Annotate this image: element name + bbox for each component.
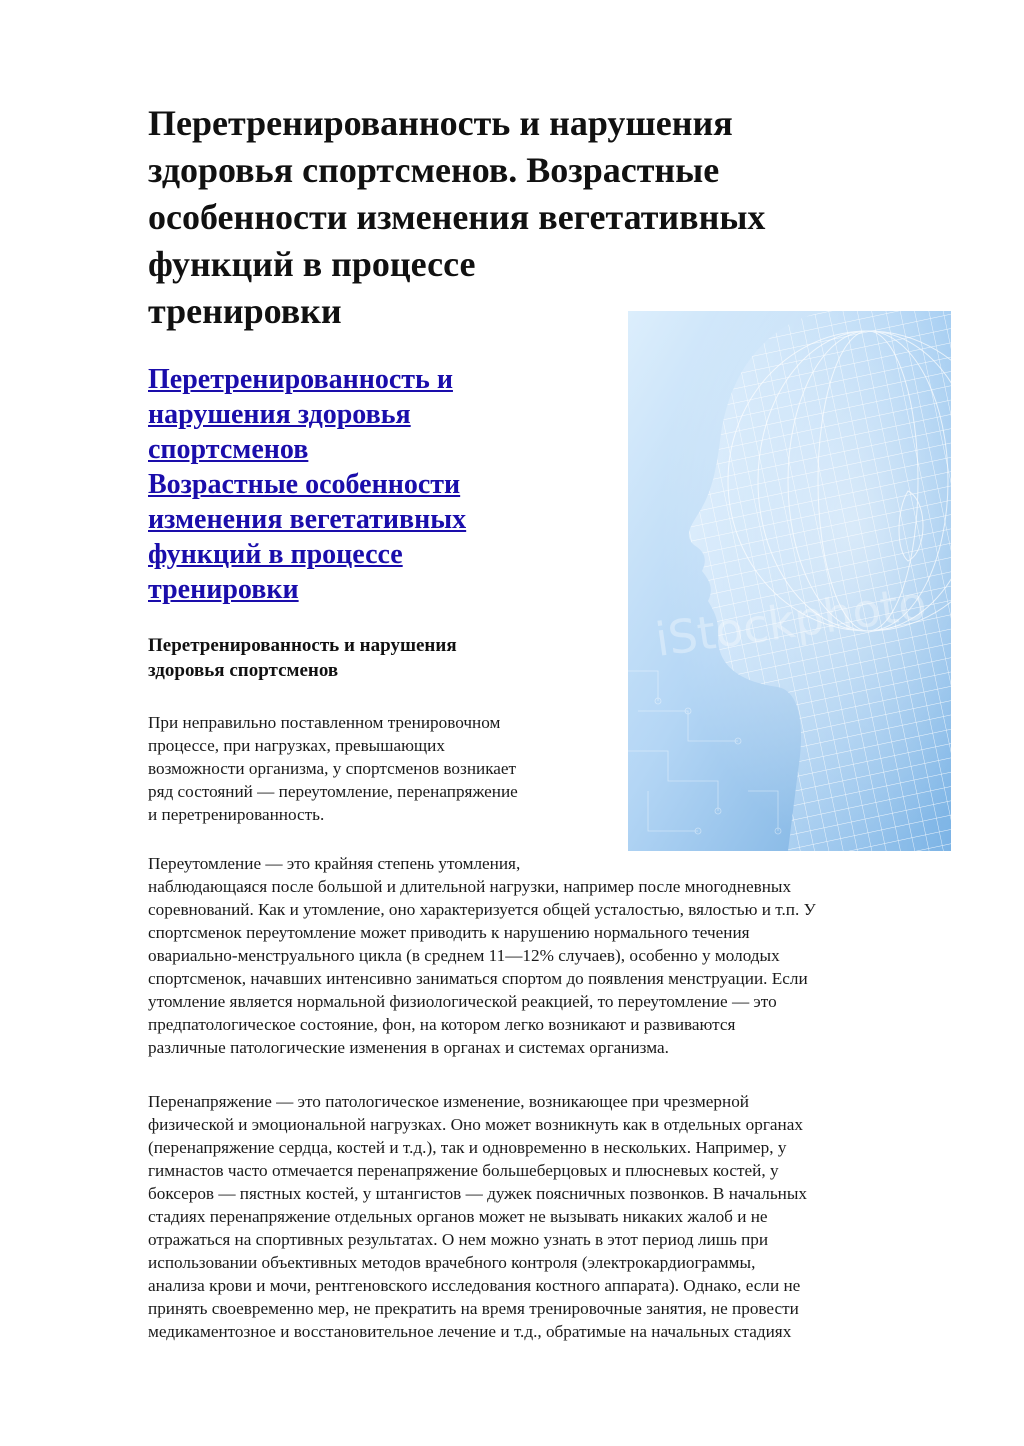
watermark-text: iStockphoto: [652, 575, 930, 667]
text-line: и перетренированность.: [148, 805, 325, 824]
paragraph-overfatigue: [148, 852, 948, 1059]
text-line: гимнастов часто отмечается перенапряжение большеберцовых и плюсневых костей, у: [148, 1161, 779, 1180]
text-line: процессе, при нагрузках, превышающих: [148, 736, 445, 755]
text-line: ряд состояний — переутомление, перенапряжение: [148, 782, 518, 801]
text-line: возможности организма, у спортсменов возникает: [148, 759, 517, 778]
text-line: Перенапряжение — это патологическое изменение, возникающее при чрезмерной: [148, 1092, 749, 1111]
text-line: утомление является нормальной физиологической реакцией, то переутомление — это: [148, 992, 777, 1011]
text-line: физической и эмоциональной нагрузках. Оно может возникнуть как в отдельных органах: [148, 1115, 803, 1134]
toc-link-age-features[interactable]: [148, 467, 568, 607]
text-line: стадиях перенапряжение отдельных органов может не вызывать никаких жалоб и не: [148, 1207, 768, 1226]
text-line: спортсменок, начавших интенсивно заниматься спортом до появления менструации. Если: [148, 969, 808, 988]
text-line: овариально-менструального цикла (в среднем 11—12% случаев), особенно у молодых: [148, 946, 780, 965]
text-line: (перенапряжение сердца, костей и т.д.), так и одновременно в нескольких. Например, у: [148, 1138, 787, 1157]
text-line: предпатологическое состояние, фон, на котором легко возникают и развиваются: [148, 1015, 736, 1034]
paragraph-overstrain: [148, 1090, 948, 1343]
text-line: боксеров — пястных костей, у штангистов — дужек поясничных позвонков. В начальных: [148, 1184, 808, 1203]
toc-link-line: Перетренированность и: [148, 364, 453, 395]
toc-link-line: изменения вегетативных: [148, 504, 467, 535]
text-line: наблюдающаяся после большой и длительной нагрузки, например после многодневных: [148, 877, 792, 896]
text-line: анализа крови и мочи, рентгеновского исследования костного аппарата). Однако, если не: [148, 1276, 801, 1295]
text-line: соревнований. Как и утомление, оно характеризуется общей усталостью, вялостью и т.п. У: [148, 900, 816, 919]
text-line: использовании объективных методов врачебного контроля (электрокардиограммы,: [148, 1253, 756, 1272]
text-line: различные патологические изменения в органах и системах организма.: [148, 1038, 669, 1057]
toc-link-line: спортсменов: [148, 434, 309, 465]
table-of-contents: [148, 362, 568, 607]
page-title: [148, 100, 888, 335]
toc-link-line: функций в процессе: [148, 539, 403, 570]
text-line: отражаться на спортивных результатах. О нем можно узнать в этот период лишь при: [148, 1230, 769, 1249]
toc-link-line: Возрастные особенности: [148, 469, 461, 500]
text-line: Переутомление — это крайняя степень утомления,: [148, 854, 521, 873]
title-line: Перетренированность и нарушения: [148, 103, 733, 143]
section-heading: [148, 633, 588, 683]
paragraph-intro: [148, 711, 948, 826]
title-line: здоровья спортсменов. Возрастные: [148, 150, 720, 190]
toc-link-line: нарушения здоровья: [148, 399, 411, 430]
text-line: принять своевременно мер, не прекратить на время тренировочные занятия, не провести: [148, 1299, 799, 1318]
section-heading-line: Перетренированность и нарушения: [148, 635, 457, 656]
text-line: При неправильно поставленном тренировочном: [148, 713, 501, 732]
title-line: тренировки: [148, 291, 342, 331]
section-heading-line: здоровья спортсменов: [148, 660, 339, 681]
title-line: особенности изменения вегетативных: [148, 197, 766, 237]
text-line: спортсменок переутомление может приводить к нарушению нормального течения: [148, 923, 750, 942]
text-line: медикаментозное и восстановительное лечение и т.д., обратимые на начальных стадиях: [148, 1322, 792, 1341]
toc-link-overtraining[interactable]: [148, 362, 568, 467]
toc-link-line: тренировки: [148, 574, 299, 605]
title-line: функций в процессе: [148, 244, 476, 284]
